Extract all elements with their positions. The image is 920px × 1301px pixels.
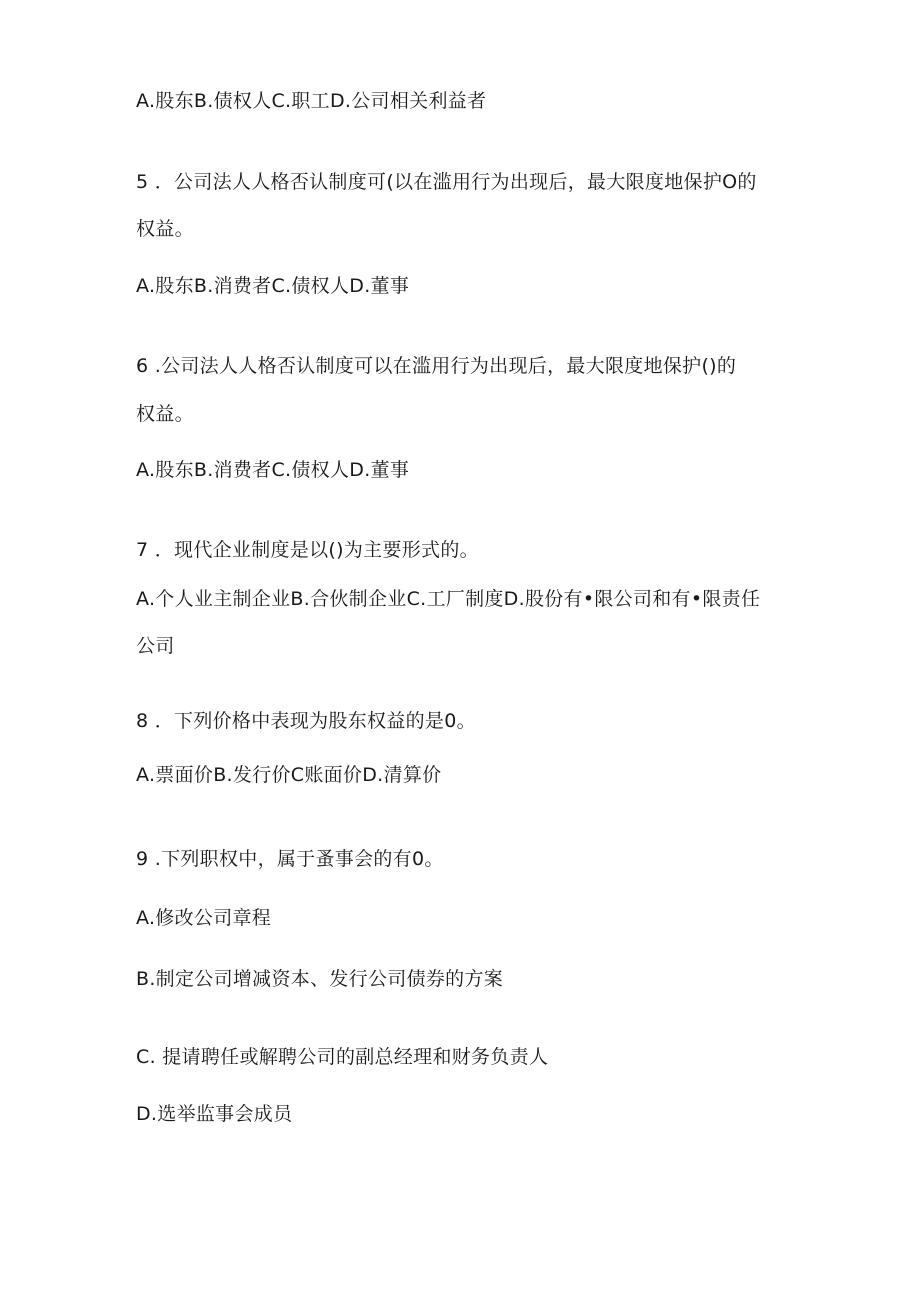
q5-options: A.股东B.消费者C.债权人D.董事 — [136, 275, 410, 297]
q7-options-cont: 公司 — [136, 635, 175, 657]
q9-option-c: C. 提请聘任或解聘公司的副总经理和财务负责人 — [136, 1046, 549, 1068]
q9-option-d: D.选举监事会成员 — [136, 1103, 293, 1125]
q9-stem: 9 .下列职权中，属于蚤事会的有0。 — [136, 848, 444, 870]
q9-option-a: A.修改公司章程 — [136, 907, 272, 929]
q6-stem: 6 .公司法人人格否认制度可以在滥用行为出现后，最大限度地保护()的 — [136, 355, 737, 377]
q6-stem-cont: 权益。 — [136, 403, 194, 425]
q7-options: A.个人业主制企业B.合伙制企业C.工厂制度D.股份有•限公司和有•限责任 — [136, 588, 761, 610]
q6-options: A.股东B.消费者C.债权人D.董事 — [136, 459, 410, 481]
q5-stem: 5 ．公司法人人格否认制度可(以在滥用行为出现后，最大限度地保护O的 — [136, 171, 757, 193]
q8-options: A.票面价B.发行价C账面价D.清算价 — [136, 764, 442, 786]
q5-stem-cont: 权益。 — [136, 218, 194, 240]
q4-options: A.股东B.债权人C.职工D.公司相关利益者 — [136, 90, 487, 112]
q8-stem: 8 ．下列价格中表现为股东权益的是0。 — [136, 710, 476, 732]
q9-option-b: B.制定公司增减资本、发行公司债券的方案 — [136, 968, 504, 990]
q7-stem: 7 ．现代企业制度是以()为主要形式的。 — [136, 539, 479, 561]
